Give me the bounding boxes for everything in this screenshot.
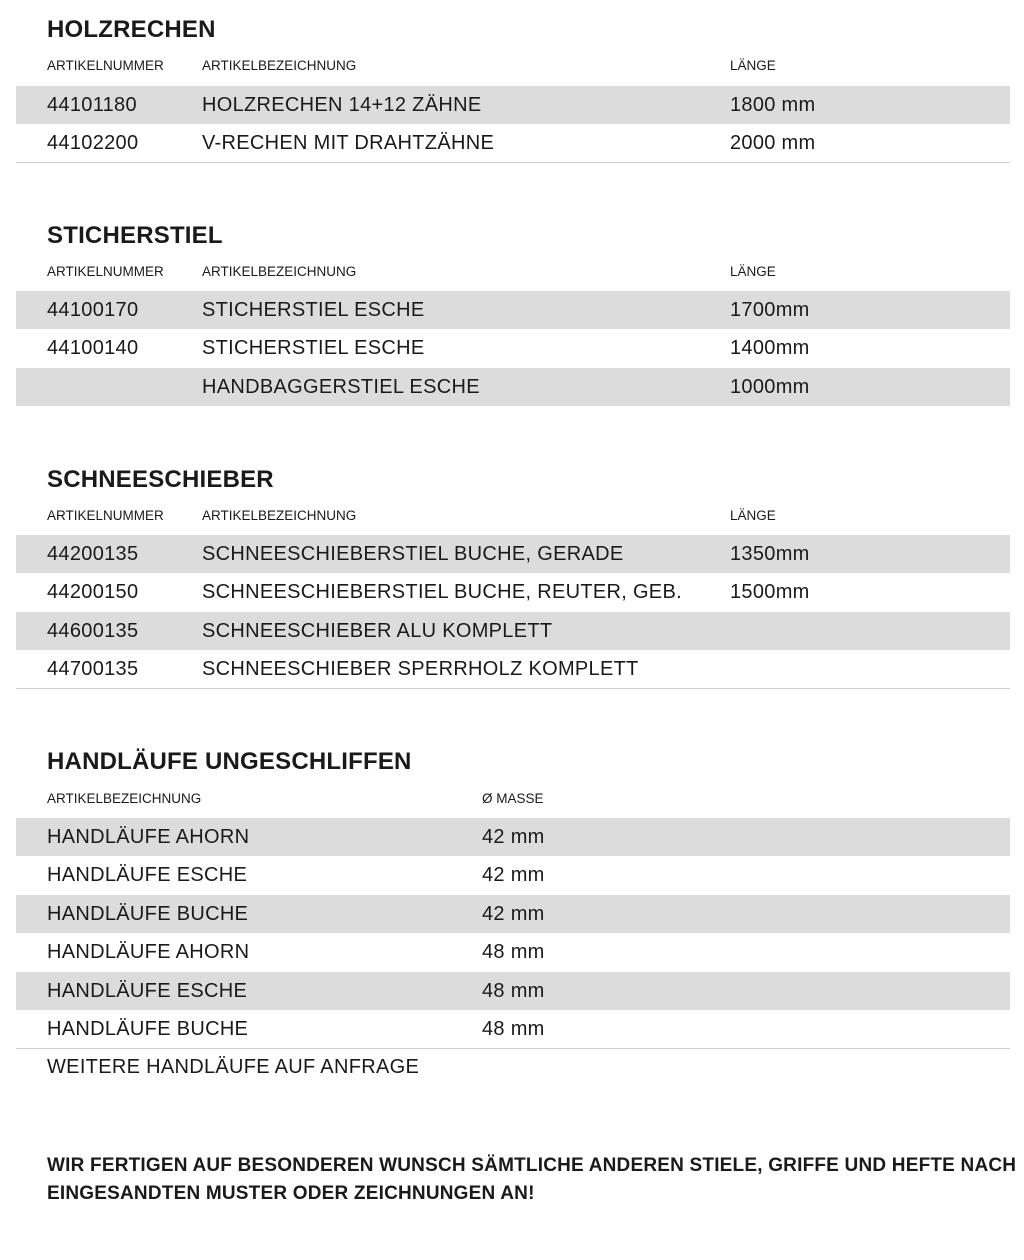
cell-artikelbezeichnung: HANDLÄUFE ESCHE bbox=[47, 864, 248, 886]
cell-artikelbezeichnung: SCHNEESCHIEBERSTIEL BUCHE, REUTER, GEB. bbox=[202, 581, 682, 603]
table-row bbox=[16, 573, 1010, 611]
header-laenge: LÄNGE bbox=[730, 58, 776, 73]
cell-artikelbezeichnung: STICHERSTIEL ESCHE bbox=[202, 299, 425, 321]
table-row bbox=[16, 612, 1010, 650]
table-row bbox=[16, 933, 1010, 971]
table-row bbox=[16, 368, 1010, 406]
cell-masse: 42 mm bbox=[482, 864, 545, 886]
cell-artikelnummer: 44200150 bbox=[47, 581, 139, 603]
table-row bbox=[16, 329, 1010, 367]
header-artikelbezeichnung: ARTIKELBEZEICHNUNG bbox=[202, 58, 357, 73]
section-title-schneeschieber: SCHNEESCHIEBER bbox=[47, 466, 274, 493]
header-artikelnummer: ARTIKELNUMMER bbox=[47, 508, 164, 523]
section-title-holzrechen: HOLZRECHEN bbox=[47, 16, 216, 43]
cell-laenge: 1000mm bbox=[730, 376, 810, 398]
cell-artikelbezeichnung: HANDLÄUFE ESCHE bbox=[47, 980, 248, 1002]
cell-artikelnummer: 44600135 bbox=[47, 620, 139, 642]
cell-laenge: 1800 mm bbox=[730, 94, 816, 116]
header-artikelbezeichnung: ARTIKELBEZEICHNUNG bbox=[202, 508, 357, 523]
header-masse: Ø MASSE bbox=[482, 791, 544, 806]
cell-artikelbezeichnung: HANDLÄUFE AHORN bbox=[47, 826, 250, 848]
cell-masse: 42 mm bbox=[482, 826, 545, 848]
cell-artikelbezeichnung: STICHERSTIEL ESCHE bbox=[202, 337, 425, 359]
cell-artikelbezeichnung: SCHNEESCHIEBER ALU KOMPLETT bbox=[202, 620, 553, 642]
handlaeufe-note: WEITERE HANDLÄUFE AUF ANFRAGE bbox=[47, 1056, 420, 1078]
cell-artikelnummer: 44101180 bbox=[47, 94, 137, 116]
section-title-sticherstiel: STICHERSTIEL bbox=[47, 222, 223, 249]
cell-artikelbezeichnung: HOLZRECHEN 14+12 ZÄHNE bbox=[202, 94, 482, 116]
table-row bbox=[16, 895, 1010, 933]
table-row bbox=[16, 856, 1010, 894]
cell-artikelbezeichnung: HANDBAGGERSTIEL ESCHE bbox=[202, 376, 480, 398]
cell-artikelnummer: 44100170 bbox=[47, 299, 139, 321]
cell-artikelnummer: 44200135 bbox=[47, 543, 139, 565]
table-row bbox=[16, 86, 1010, 124]
cell-masse: 42 mm bbox=[482, 903, 545, 925]
table-row bbox=[16, 291, 1010, 329]
table-row bbox=[16, 972, 1010, 1010]
header-laenge: LÄNGE bbox=[730, 508, 776, 523]
cell-laenge: 1400mm bbox=[730, 337, 810, 359]
cell-laenge: 2000 mm bbox=[730, 132, 816, 154]
table-row bbox=[16, 1010, 1010, 1049]
footer-notice: WIR FERTIGEN AUF BESONDEREN WUNSCH SÄMTLICHE ANDEREN STIELE, GRIFFE UND HEFTE NACH EINGESANDTEN MUSTER ODER ZEICHNUNGEN AN! bbox=[47, 1155, 1017, 1204]
table-row bbox=[16, 650, 1010, 689]
cell-artikelbezeichnung: SCHNEESCHIEBERSTIEL BUCHE, GERADE bbox=[202, 543, 624, 565]
header-artikelbezeichnung: ARTIKELBEZEICHNUNG bbox=[202, 264, 357, 279]
cell-laenge: 1700mm bbox=[730, 299, 810, 321]
table-row bbox=[16, 535, 1010, 573]
cell-masse: 48 mm bbox=[482, 980, 545, 1002]
table-row bbox=[16, 124, 1010, 163]
cell-masse: 48 mm bbox=[482, 1018, 545, 1040]
section-title-handlaeufe: HANDLÄUFE UNGESCHLIFFEN bbox=[47, 748, 412, 775]
table-row bbox=[16, 818, 1010, 856]
cell-masse: 48 mm bbox=[482, 941, 545, 963]
header-artikelnummer: ARTIKELNUMMER bbox=[47, 58, 164, 73]
cell-artikelbezeichnung: HANDLÄUFE AHORN bbox=[47, 941, 250, 963]
cell-artikelnummer: 44102200 bbox=[47, 132, 139, 154]
cell-artikelnummer: 44100140 bbox=[47, 337, 139, 359]
header-artikelnummer: ARTIKELNUMMER bbox=[47, 264, 164, 279]
cell-laenge: 1350mm bbox=[730, 543, 810, 565]
cell-artikelnummer: 44700135 bbox=[47, 658, 139, 680]
header-laenge: LÄNGE bbox=[730, 264, 776, 279]
cell-laenge: 1500mm bbox=[730, 581, 810, 603]
cell-artikelbezeichnung: HANDLÄUFE BUCHE bbox=[47, 1018, 249, 1040]
cell-artikelbezeichnung: V-RECHEN MIT DRAHTZÄHNE bbox=[202, 132, 495, 154]
cell-artikelbezeichnung: HANDLÄUFE BUCHE bbox=[47, 903, 249, 925]
cell-artikelbezeichnung: SCHNEESCHIEBER SPERRHOLZ KOMPLETT bbox=[202, 658, 639, 680]
header-artikelbezeichnung: ARTIKELBEZEICHNUNG bbox=[47, 791, 202, 806]
